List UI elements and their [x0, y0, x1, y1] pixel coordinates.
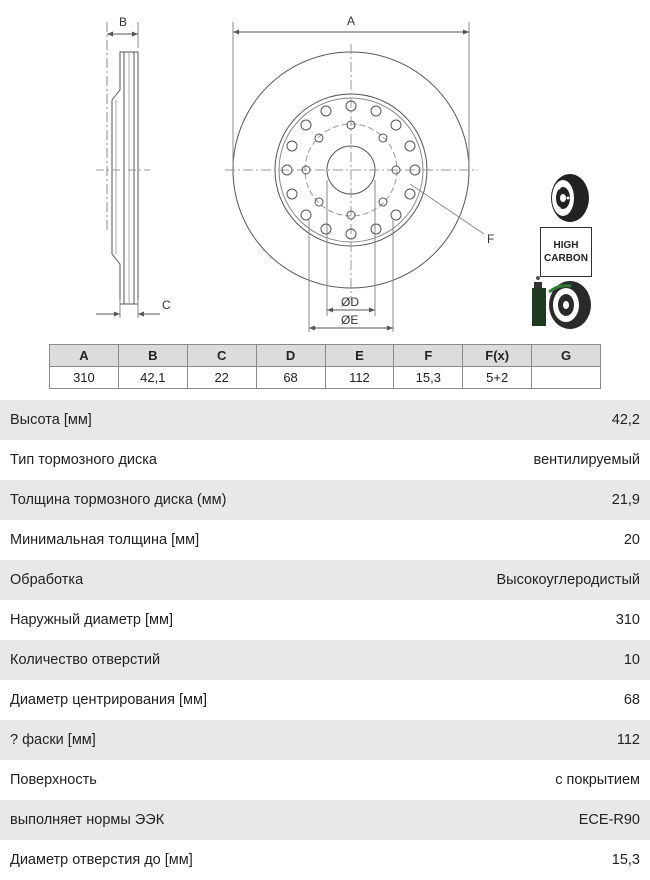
dim-header-c: C	[187, 345, 256, 367]
label-f: F	[487, 232, 495, 246]
spec-row-hole-count	[0, 640, 650, 680]
dim-value-a: 310	[50, 367, 119, 389]
spec-row-processing	[0, 560, 650, 600]
spec-label: выполняет нормы ЭЭК	[10, 812, 165, 828]
label-e: ØE	[341, 313, 359, 327]
dimensions-header-row	[50, 345, 601, 367]
spec-label: Диаметр отверстия до [мм]	[10, 852, 193, 868]
spec-value: 310	[615, 612, 640, 628]
spec-row-chamfer	[0, 720, 650, 760]
dim-header-b: B	[118, 345, 187, 367]
badge-line-1: HIGH	[553, 240, 579, 251]
high-carbon-badge	[540, 227, 592, 277]
spec-value: 20	[623, 532, 640, 548]
spec-label: Высота [мм]	[10, 412, 92, 428]
spec-value: Высокоуглеродистый	[496, 572, 640, 588]
dim-value-g	[532, 367, 601, 389]
label-b: B	[119, 15, 128, 29]
dim-header-a: A	[50, 345, 119, 367]
spec-value: 21,9	[611, 492, 640, 508]
dim-value-d: 68	[256, 367, 325, 389]
spec-value: 42,2	[611, 412, 640, 428]
spec-row-disc-thickness	[0, 480, 650, 520]
spec-value: 112	[616, 732, 640, 748]
spec-value: вентилируемый	[533, 452, 640, 468]
spec-label: Тип тормозного диска	[10, 452, 157, 468]
spec-row-centering-diameter	[0, 680, 650, 720]
dim-header-f: F	[394, 345, 463, 367]
spec-label: Диаметр центрирования [мм]	[10, 692, 208, 708]
dim-value-e: 112	[325, 367, 394, 389]
dim-header-d: D	[256, 345, 325, 367]
spec-row-ece-norm	[0, 800, 650, 840]
label-d: ØD	[341, 295, 359, 309]
spec-value: с покрытием	[555, 772, 640, 788]
spec-row-hole-diameter	[0, 840, 650, 880]
dim-value-b: 42,1	[118, 367, 187, 389]
spec-label: Минимальная толщина [мм]	[10, 532, 200, 548]
disc-side-view	[96, 22, 160, 318]
dim-value-f: 15,3	[394, 367, 463, 389]
label-a: A	[347, 14, 356, 28]
disc-icon	[551, 174, 589, 222]
spec-value: 15,3	[611, 852, 640, 868]
spec-row-disc-type	[0, 440, 650, 480]
dim-value-c: 22	[187, 367, 256, 389]
coating-spray-icon	[532, 276, 591, 329]
spec-label: Наружный диаметр [мм]	[10, 612, 174, 628]
spec-row-outer-diameter	[0, 600, 650, 640]
spec-label: Количество отверстий	[10, 652, 161, 668]
dim-value-fx: 5+2	[463, 367, 532, 389]
disc-front-view	[225, 22, 484, 332]
spec-row-min-thickness	[0, 520, 650, 560]
dim-header-g: G	[532, 345, 601, 367]
dimensions-table	[49, 344, 601, 389]
dim-header-e: E	[325, 345, 394, 367]
spec-row-surface	[0, 760, 650, 800]
brake-disc-drawing	[0, 0, 650, 340]
dim-header-fx: F(x)	[463, 345, 532, 367]
label-c: C	[162, 298, 171, 312]
specifications-list	[0, 400, 650, 880]
spec-value: 68	[623, 692, 640, 708]
spec-value: 10	[623, 652, 640, 668]
dimensions-value-row	[50, 367, 601, 389]
spec-value: ECE-R90	[578, 812, 640, 828]
spec-label: Поверхность	[10, 772, 97, 788]
spec-label: ? фаски [мм]	[10, 732, 96, 748]
spec-row-height	[0, 400, 650, 440]
spec-label: Обработка	[10, 572, 84, 588]
spec-label: Толщина тормозного диска (мм)	[10, 492, 227, 508]
badge-line-2: CARBON	[544, 253, 588, 264]
